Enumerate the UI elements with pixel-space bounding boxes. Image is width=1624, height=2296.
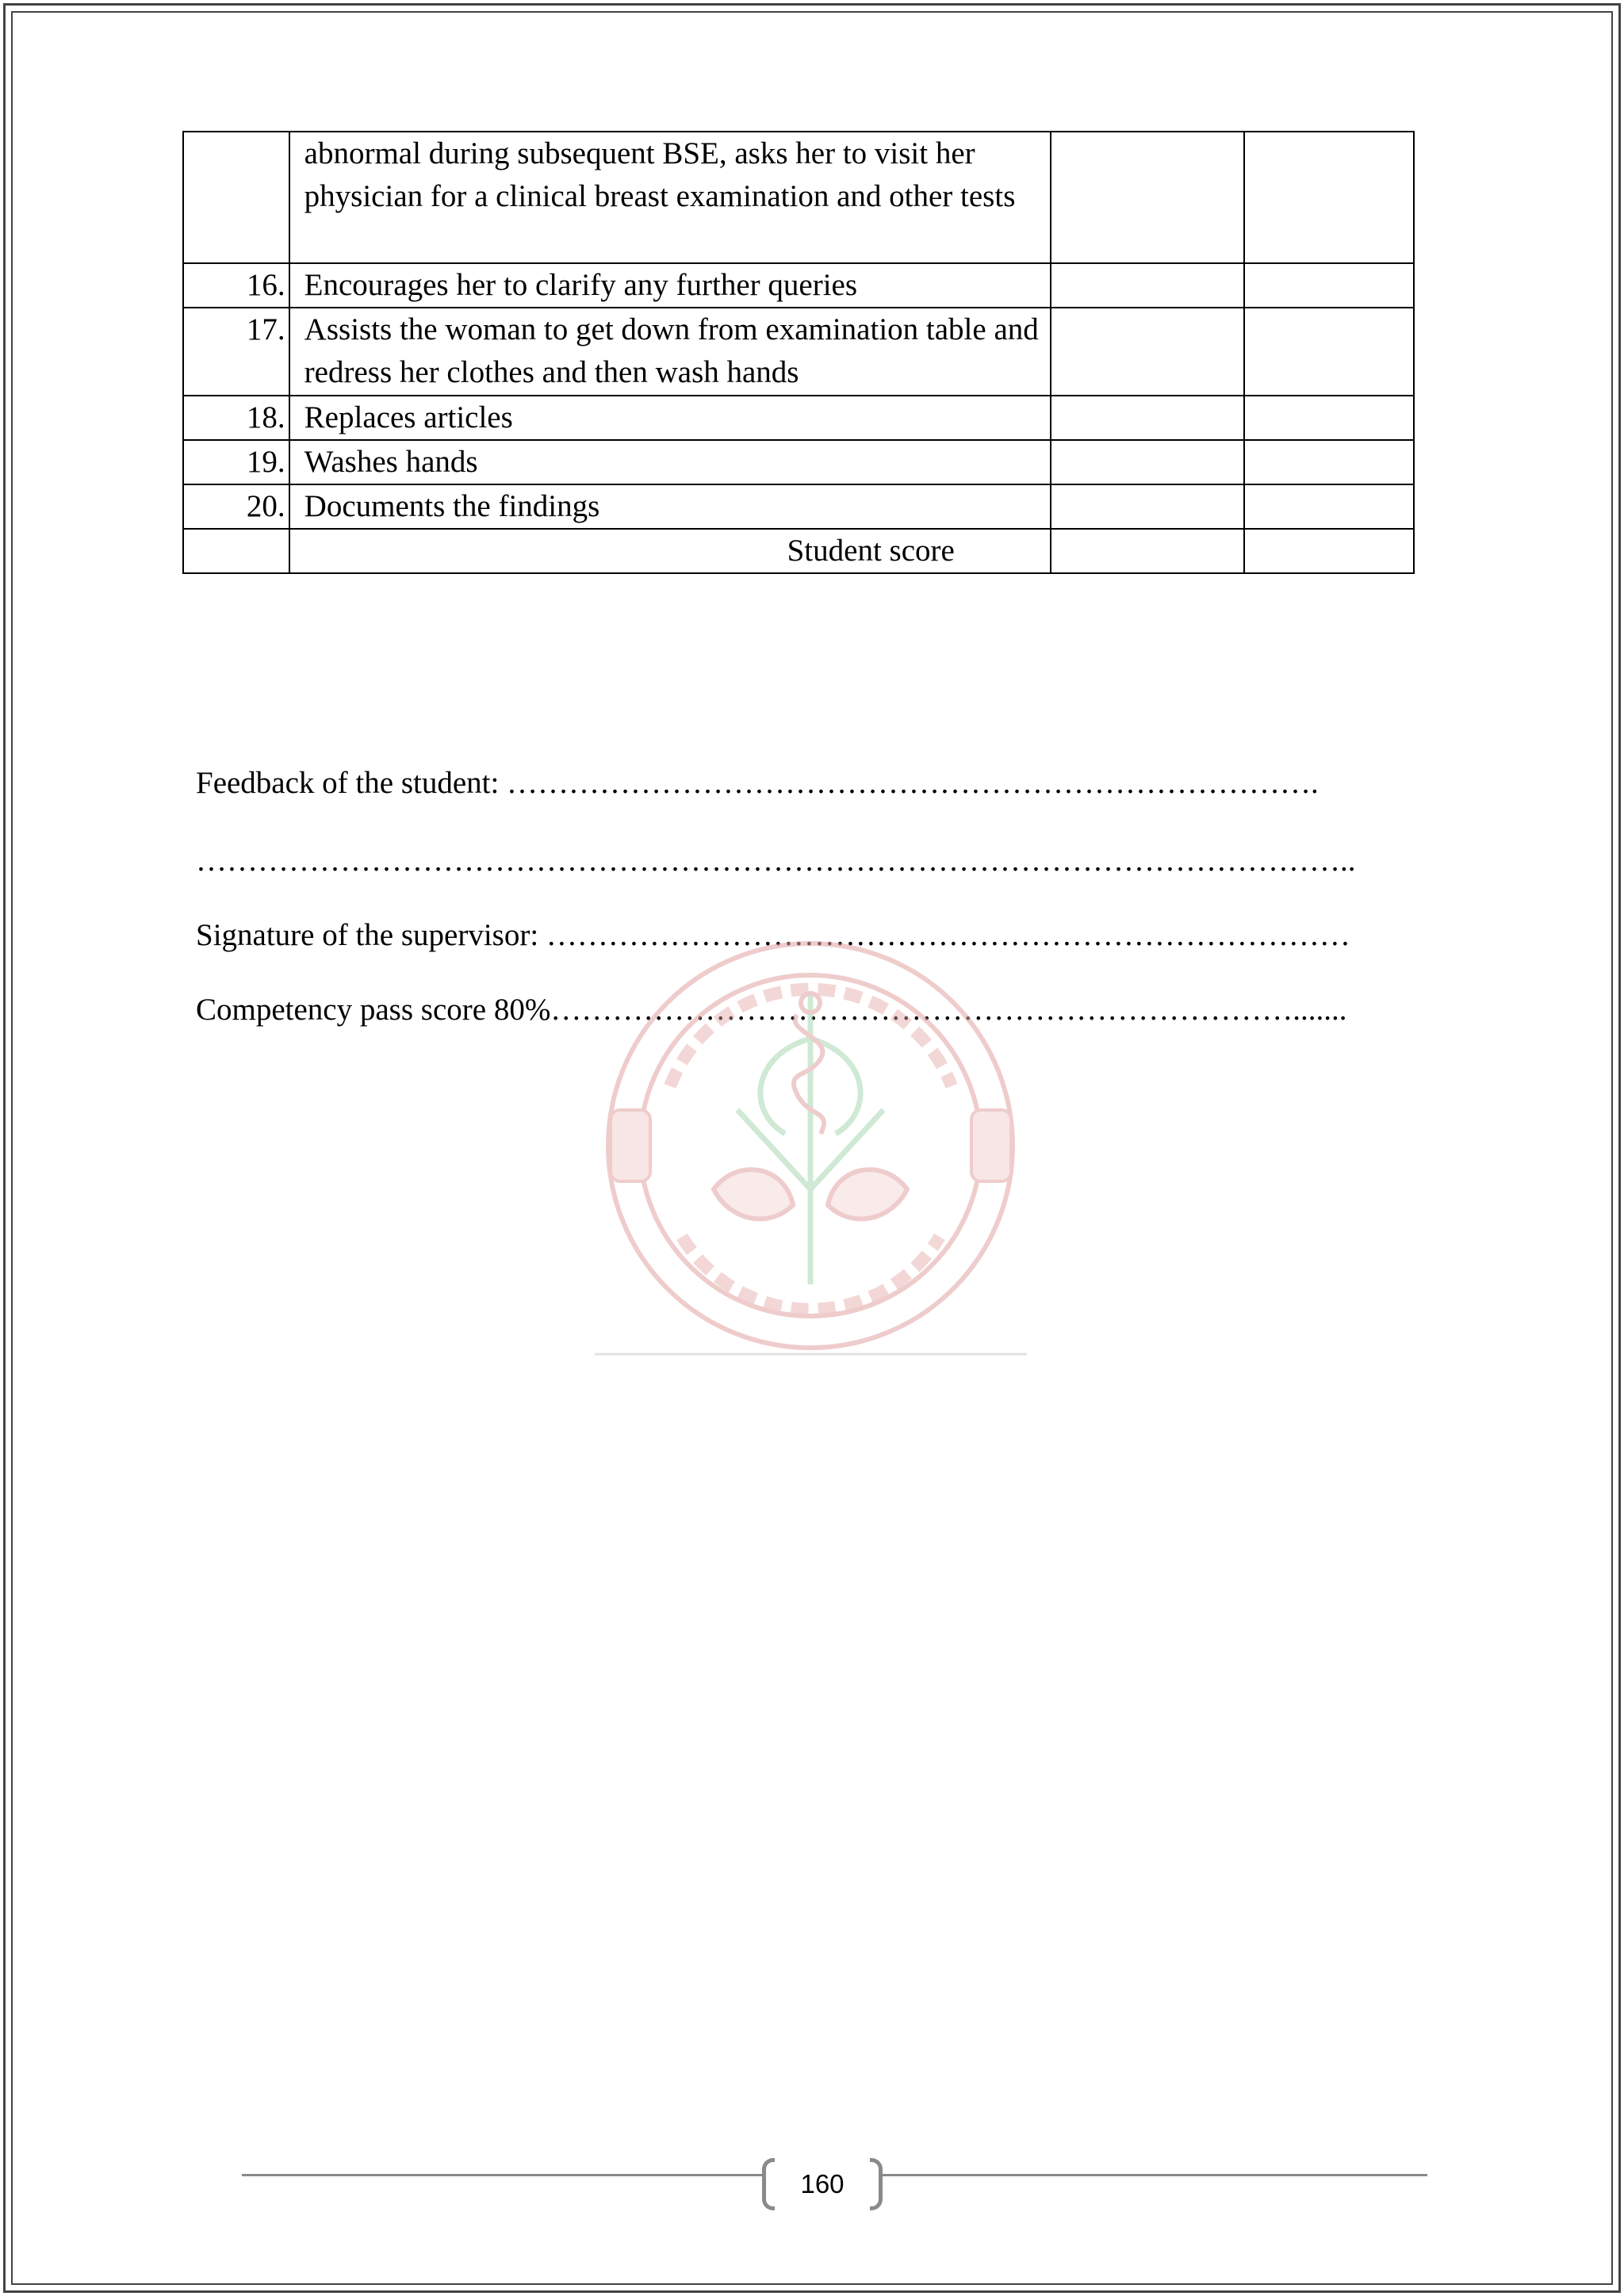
table-row (183, 396, 1414, 440)
step-description: abnormal during subsequent BSE, asks her to visit her physician for a clinical breast examination and other tests (289, 132, 1051, 263)
score-row-empty-cell (183, 529, 289, 573)
step-number: 18. (183, 396, 289, 440)
remarks-cell (1244, 308, 1414, 396)
page-number: 160 (800, 2169, 845, 2198)
score-cell (1051, 484, 1244, 529)
step-number (183, 132, 289, 263)
remarks-cell (1244, 132, 1414, 263)
feedback-continuation-line: ………………………………………………………………………………………………….. (196, 844, 1356, 878)
student-score-remarks-cell (1244, 529, 1414, 573)
step-description: Replaces articles (289, 396, 1051, 440)
footer-rule-right (883, 2174, 1427, 2176)
remarks-cell (1244, 263, 1414, 308)
score-cell (1051, 308, 1244, 396)
supervisor-signature-label: Signature of the supervisor: …………………………………………………………………… (196, 918, 1350, 952)
score-row (183, 529, 1414, 573)
table-row (183, 308, 1414, 396)
score-cell (1051, 263, 1244, 308)
table-row (183, 263, 1414, 308)
page-number-bracket-right (870, 2158, 883, 2210)
step-description: Encourages her to clarify any further queries (289, 263, 1051, 308)
score-cell (1051, 132, 1244, 263)
table-row (183, 440, 1414, 484)
step-description: Washes hands (289, 440, 1051, 484)
remarks-cell (1244, 396, 1414, 440)
table-row (183, 132, 1414, 263)
step-description: Assists the woman to get down from examination table and redress her clothes and then wash hands (289, 308, 1051, 396)
step-number: 17. (183, 308, 289, 396)
footer-rule-left (242, 2174, 762, 2176)
seal-watermark (595, 928, 1027, 1356)
remarks-cell (1244, 484, 1414, 529)
step-number: 20. (183, 484, 289, 529)
step-description: Documents the findings (289, 484, 1051, 529)
student-score-label: Student score (289, 529, 1051, 573)
step-number: 16. (183, 263, 289, 308)
page-number-bracket-left (762, 2158, 775, 2210)
remarks-cell (1244, 440, 1414, 484)
student-score-cell (1051, 529, 1244, 573)
feedback-label: Feedback of the student: ……………………………………………………………………. (196, 766, 1319, 800)
step-number: 19. (183, 440, 289, 484)
checklist-table (182, 131, 1415, 574)
score-cell (1051, 396, 1244, 440)
score-cell (1051, 440, 1244, 484)
table-row (183, 484, 1414, 529)
competency-pass-score-label: Competency pass score 80%………………………………………………………………....... (196, 993, 1347, 1027)
